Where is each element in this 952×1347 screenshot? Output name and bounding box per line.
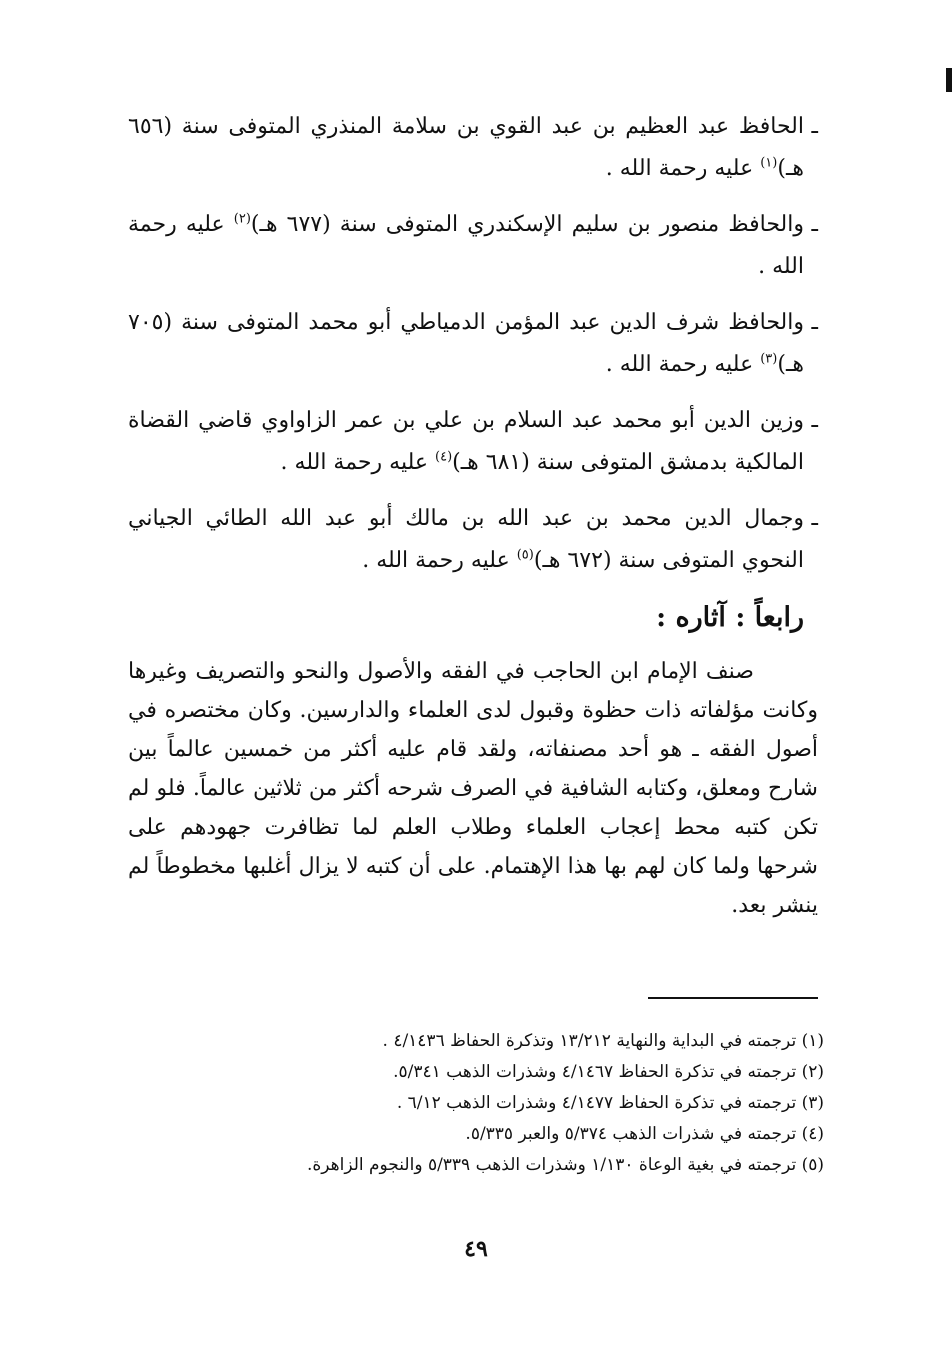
footnote-ref: (٢) <box>233 211 251 227</box>
list-item <box>128 302 818 386</box>
footnote: (٢) ترجمته في تذكرة الحفاظ ٤/١٤٦٧ وشذرات الذهب ٥/٣٤١. <box>393 1062 824 1082</box>
entry-dash: ـ <box>811 212 818 237</box>
entry-text: وزين الدين أبو محمد عبد السلام بن علي بن عمر الزاواوي قاضي القضاة المالكية بدمشق المتوفى سنة (٦٨١ هـ)$^{(٤)}$ عليه رحمة الله . <box>128 408 804 475</box>
section-heading: رابعاً : آثاره : <box>656 602 804 633</box>
footnote: (٤) ترجمته في شذرات الذهب ٥/٣٧٤ والعبر ٥/٣٣٥. <box>465 1124 824 1144</box>
list-item <box>128 498 818 582</box>
entry-text: والحافظ منصور بن سليم الإسكندري المتوفى سنة (٦٧٧ هـ)$^{(٢)}$ عليه رحمة الله . <box>128 211 804 279</box>
body-paragraph: صنف الإمام ابن الحاجب في الفقه والأصول والنحو والتصريف وغيرها وكانت مؤلفاته ذات حظوة وقبول لدى العلماء والدارسين. وكان مختصره في أصول الفقه ـ هو أحد مصنفاته، ولقد قام عليه أكثر من خمسين عالماً بين شارح ومعلق، وكتابه الشافية في الصرف شرحه أكثر من ثلاثين عالماً. فلو لم تكن كتبه محط إعجاب العلماء وطلاب العلم لما تظافرت جهودهم على شرحها ولما كان لهم بها هذا الإهتمام. على أن كتبه لا يزال أغلبها مخطوطاً لم ينشر بعد. <box>128 659 818 918</box>
footnote-ref: (٤) <box>435 449 453 465</box>
scholars-list <box>128 106 818 582</box>
footnote: (٥) ترجمته في بغية الوعاة ١/١٣٠ وشذرات الذهب ٥/٣٣٩ والنجوم الزاهرة. <box>306 1155 824 1175</box>
entry-dash: ـ <box>811 408 818 433</box>
entry-text: وجمال الدين محمد بن عبد الله بن مالك أبو عبد الله الطائي الجياني النحوي المتوفى سنة (٦٧٢ هـ)$^{(٥)}$ عليه رحمة الله . <box>128 506 804 573</box>
entry-dash: ـ <box>811 114 818 139</box>
footnote-ref: (١) <box>760 155 778 171</box>
footnote: (١) ترجمته في البداية والنهاية ١٣/٢١٢ وتذكرة الحفاظ ٤/١٤٣٦ . <box>382 1031 824 1051</box>
page-number: ٤٩ <box>464 1236 488 1262</box>
footnote-divider <box>648 997 818 999</box>
footnote-ref: (٣) <box>760 351 778 367</box>
footnote: (٣) ترجمته في تذكرة الحفاظ ٤/١٤٧٧ وشذرات الذهب ٦/١٢ . <box>396 1093 824 1113</box>
list-item <box>128 106 818 190</box>
list-item <box>128 400 818 484</box>
entry-text: والحافظ شرف الدين عبد المؤمن الدمياطي أبو محمد المتوفى سنة (٧٠٥ هـ)$^{(٣)}$ عليه رحمة الله . <box>128 310 804 377</box>
main-text-column <box>128 106 818 925</box>
footnote-ref: (٥) <box>516 547 534 563</box>
entry-dash: ـ <box>811 506 818 531</box>
page-edge-mark <box>946 68 952 92</box>
entry-text: الحافظ عبد العظيم بن عبد القوي بن سلامة المنذري المتوفى سنة (٦٥٦ هـ)$^{(١)}$ عليه رحمة الله . <box>128 114 804 181</box>
entry-dash: ـ <box>811 310 818 335</box>
list-item <box>128 204 818 288</box>
footnotes-list <box>134 1026 824 1181</box>
